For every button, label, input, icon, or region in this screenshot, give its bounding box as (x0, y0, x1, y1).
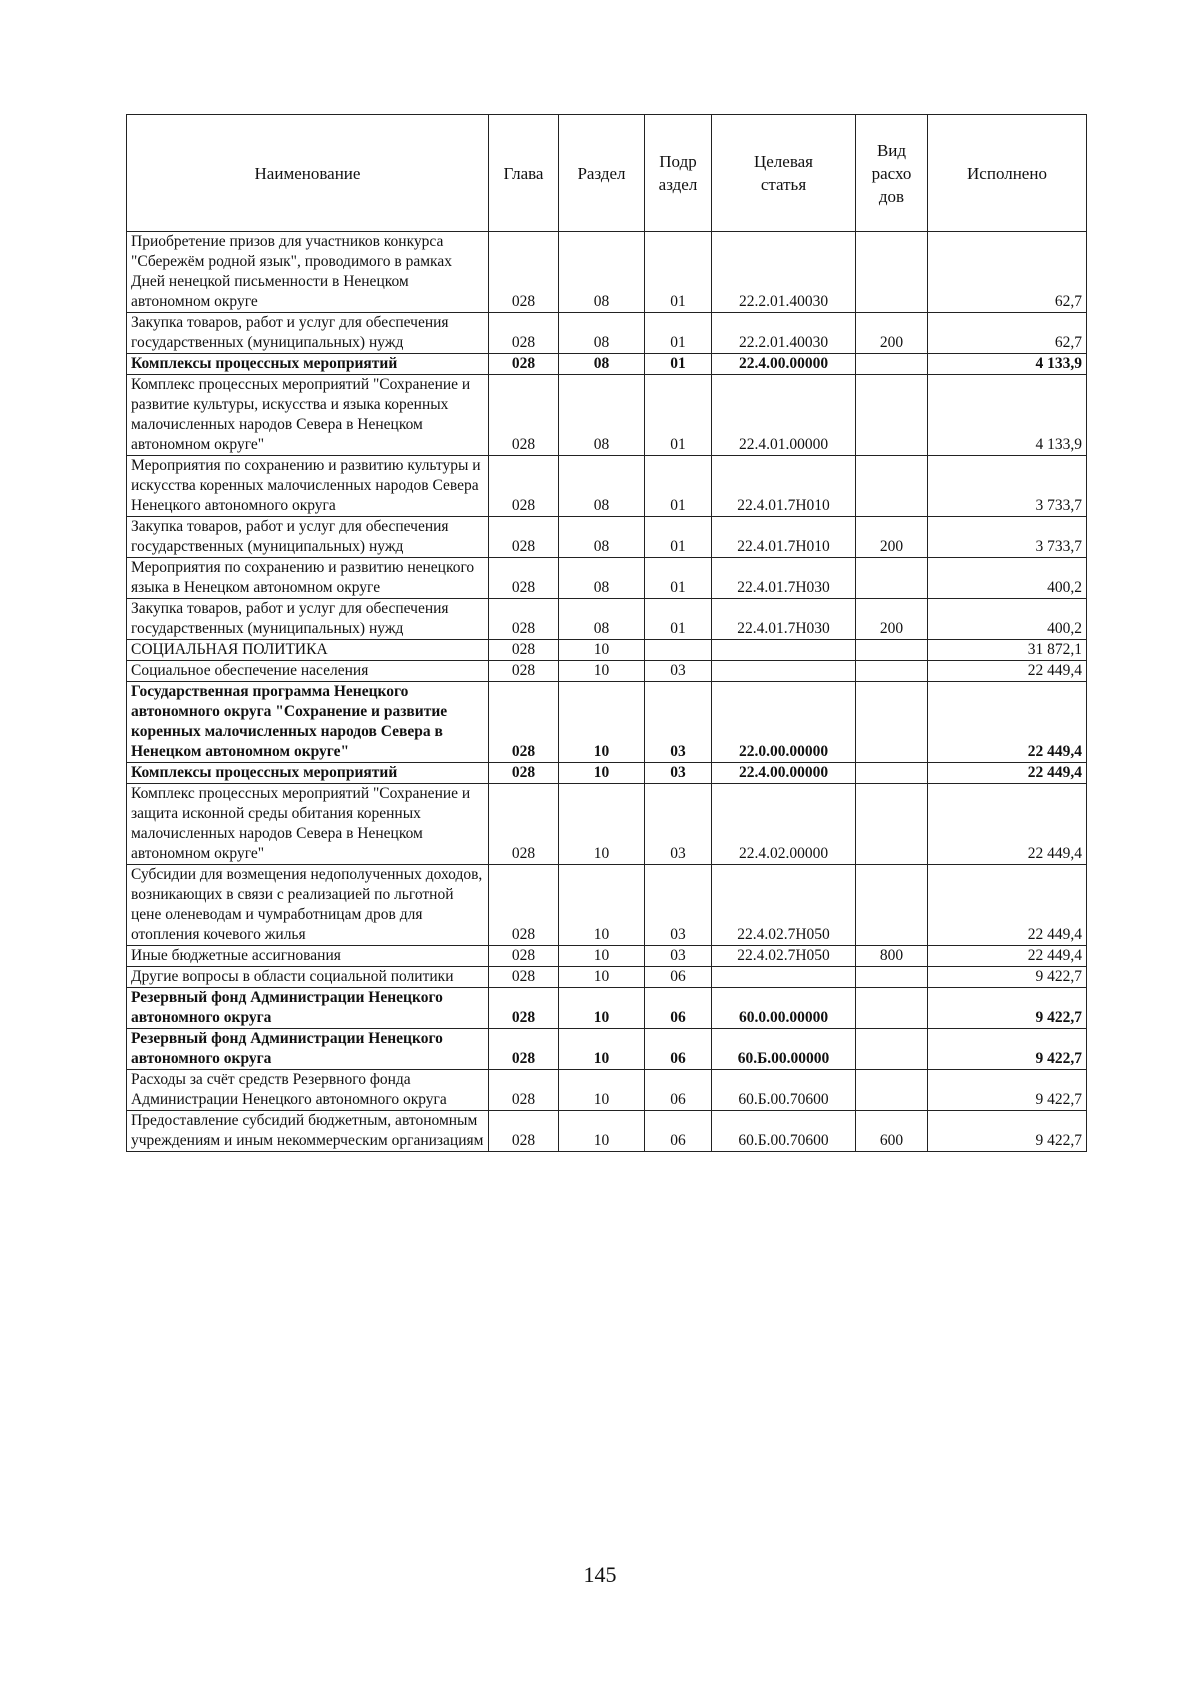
cell-section: 10 (559, 784, 645, 865)
budget-table (126, 114, 1087, 1152)
table-row (127, 1070, 1087, 1111)
cell-section: 10 (559, 988, 645, 1029)
cell-target: 22.2.01.40030 (712, 232, 856, 313)
cell-expense-type: 200 (856, 517, 928, 558)
cell-target: 22.4.01.00000 (712, 375, 856, 456)
cell-name: Комплекс процессных мероприятий "Сохранение и развитие культуры, искусства и языка коренных малочисленных народов Севера в Ненецком автономном округе" (127, 375, 489, 456)
cell-executed: 9 422,7 (928, 1070, 1087, 1111)
page-number: 145 (583, 1562, 617, 1587)
table-row (127, 865, 1087, 946)
cell-expense-type (856, 375, 928, 456)
cell-name: Закупка товаров, работ и услуг для обеспечения государственных (муниципальных) нужд (127, 517, 489, 558)
cell-chapter: 028 (489, 640, 559, 661)
table-row (127, 946, 1087, 967)
header-target: Целевая статья (712, 115, 856, 232)
cell-expense-type (856, 558, 928, 599)
cell-subsection: 01 (645, 313, 712, 354)
cell-chapter: 028 (489, 946, 559, 967)
cell-target: 22.4.02.7Н050 (712, 865, 856, 946)
cell-name: Субсидии для возмещения недополученных доходов, возникающих в связи с реализацией по льготной цене оленеводам и чумработницам дров для отопления кочевого жилья (127, 865, 489, 946)
cell-chapter: 028 (489, 1111, 559, 1152)
cell-section: 10 (559, 946, 645, 967)
cell-expense-type: 600 (856, 1111, 928, 1152)
cell-expense-type (856, 763, 928, 784)
cell-section: 08 (559, 456, 645, 517)
cell-name: Закупка товаров, работ и услуг для обеспечения государственных (муниципальных) нужд (127, 599, 489, 640)
cell-target: 22.4.01.7Н010 (712, 456, 856, 517)
table-row (127, 558, 1087, 599)
cell-name: Социальное обеспечение населения (127, 661, 489, 682)
cell-expense-type (856, 865, 928, 946)
cell-executed: 22 449,4 (928, 865, 1087, 946)
cell-subsection: 03 (645, 946, 712, 967)
cell-target: 22.4.00.00000 (712, 354, 856, 375)
cell-chapter: 028 (489, 599, 559, 640)
cell-executed: 3 733,7 (928, 456, 1087, 517)
cell-section: 10 (559, 967, 645, 988)
cell-chapter: 028 (489, 354, 559, 375)
cell-target: 60.0.00.00000 (712, 988, 856, 1029)
cell-chapter: 028 (489, 661, 559, 682)
header-executed: Исполнено (928, 115, 1087, 232)
cell-expense-type: 200 (856, 599, 928, 640)
cell-chapter: 028 (489, 1029, 559, 1070)
cell-subsection: 06 (645, 1111, 712, 1152)
cell-executed: 22 449,4 (928, 946, 1087, 967)
table-row (127, 784, 1087, 865)
cell-subsection: 06 (645, 967, 712, 988)
cell-section: 08 (559, 558, 645, 599)
cell-executed: 22 449,4 (928, 763, 1087, 784)
cell-section: 10 (559, 661, 645, 682)
cell-expense-type (856, 988, 928, 1029)
cell-name: Закупка товаров, работ и услуг для обеспечения государственных (муниципальных) нужд (127, 313, 489, 354)
cell-target: 22.4.02.7Н050 (712, 946, 856, 967)
cell-subsection: 03 (645, 763, 712, 784)
cell-target: 22.4.01.7Н030 (712, 599, 856, 640)
cell-expense-type (856, 967, 928, 988)
table-row (127, 661, 1087, 682)
cell-expense-type (856, 682, 928, 763)
cell-executed: 9 422,7 (928, 1111, 1087, 1152)
cell-expense-type (856, 784, 928, 865)
cell-chapter: 028 (489, 517, 559, 558)
cell-subsection: 03 (645, 784, 712, 865)
cell-subsection: 01 (645, 517, 712, 558)
cell-section: 08 (559, 375, 645, 456)
cell-name: Резервный фонд Администрации Ненецкого автономного округа (127, 1029, 489, 1070)
cell-subsection: 01 (645, 558, 712, 599)
cell-chapter: 028 (489, 763, 559, 784)
cell-target (712, 640, 856, 661)
cell-section: 10 (559, 682, 645, 763)
cell-name: СОЦИАЛЬНАЯ ПОЛИТИКА (127, 640, 489, 661)
cell-subsection: 01 (645, 354, 712, 375)
header-name: Наименование (127, 115, 489, 232)
cell-executed: 9 422,7 (928, 988, 1087, 1029)
cell-target: 60.Б.00.70600 (712, 1111, 856, 1152)
cell-name: Резервный фонд Администрации Ненецкого автономного округа (127, 988, 489, 1029)
header-expense-type: Вид расхо дов (856, 115, 928, 232)
cell-subsection: 06 (645, 1029, 712, 1070)
cell-name: Иные бюджетные ассигнования (127, 946, 489, 967)
cell-name: Предоставление субсидий бюджетным, автономным учреждениям и иным некоммерческим организациям (127, 1111, 489, 1152)
cell-expense-type (856, 661, 928, 682)
table-body (127, 232, 1087, 1152)
cell-expense-type (856, 1070, 928, 1111)
cell-executed: 400,2 (928, 558, 1087, 599)
cell-chapter: 028 (489, 232, 559, 313)
cell-executed: 62,7 (928, 313, 1087, 354)
table-row (127, 640, 1087, 661)
cell-expense-type: 800 (856, 946, 928, 967)
cell-target: 22.4.02.00000 (712, 784, 856, 865)
cell-chapter: 028 (489, 682, 559, 763)
cell-expense-type (856, 640, 928, 661)
table-row (127, 763, 1087, 784)
table-row (127, 1029, 1087, 1070)
cell-section: 10 (559, 865, 645, 946)
cell-executed: 4 133,9 (928, 375, 1087, 456)
cell-name: Мероприятия по сохранению и развитию культуры и искусства коренных малочисленных народов Севера Ненецкого автономного округа (127, 456, 489, 517)
cell-target: 60.Б.00.00000 (712, 1029, 856, 1070)
cell-chapter: 028 (489, 558, 559, 599)
cell-executed: 400,2 (928, 599, 1087, 640)
cell-target: 22.4.00.00000 (712, 763, 856, 784)
cell-target: 22.0.00.00000 (712, 682, 856, 763)
cell-subsection: 01 (645, 599, 712, 640)
cell-subsection: 01 (645, 456, 712, 517)
cell-section: 08 (559, 517, 645, 558)
cell-target: 22.2.01.40030 (712, 313, 856, 354)
cell-section: 08 (559, 599, 645, 640)
cell-executed: 22 449,4 (928, 661, 1087, 682)
cell-executed: 22 449,4 (928, 682, 1087, 763)
cell-subsection: 01 (645, 375, 712, 456)
table-row (127, 682, 1087, 763)
cell-name: Расходы за счёт средств Резервного фонда Администрации Ненецкого автономного округа (127, 1070, 489, 1111)
cell-chapter: 028 (489, 865, 559, 946)
cell-name: Другие вопросы в области социальной политики (127, 967, 489, 988)
cell-section: 10 (559, 640, 645, 661)
cell-subsection: 01 (645, 232, 712, 313)
table-row (127, 517, 1087, 558)
cell-executed: 3 733,7 (928, 517, 1087, 558)
cell-target: 22.4.01.7Н030 (712, 558, 856, 599)
cell-chapter: 028 (489, 784, 559, 865)
table-row (127, 375, 1087, 456)
cell-name: Мероприятия по сохранению и развитию ненецкого языка в Ненецком автономном округе (127, 558, 489, 599)
cell-subsection: 06 (645, 1070, 712, 1111)
cell-chapter: 028 (489, 988, 559, 1029)
cell-section: 08 (559, 232, 645, 313)
cell-name: Комплексы процессных мероприятий (127, 763, 489, 784)
cell-chapter: 028 (489, 375, 559, 456)
table-row (127, 456, 1087, 517)
cell-chapter: 028 (489, 1070, 559, 1111)
cell-executed: 62,7 (928, 232, 1087, 313)
table-row (127, 988, 1087, 1029)
cell-chapter: 028 (489, 967, 559, 988)
cell-section: 10 (559, 1070, 645, 1111)
cell-executed: 31 872,1 (928, 640, 1087, 661)
header-section: Раздел (559, 115, 645, 232)
cell-name: Приобретение призов для участников конкурса "Сбережём родной язык", проводимого в рамках Дней ненецкой письменности в Ненецком автономном округе (127, 232, 489, 313)
cell-subsection (645, 640, 712, 661)
table-row (127, 967, 1087, 988)
cell-expense-type: 200 (856, 313, 928, 354)
cell-executed: 9 422,7 (928, 1029, 1087, 1070)
cell-expense-type (856, 354, 928, 375)
header-subsection: Подр аздел (645, 115, 712, 232)
cell-executed: 9 422,7 (928, 967, 1087, 988)
table-header-row (127, 115, 1087, 232)
cell-target (712, 661, 856, 682)
table-row (127, 1111, 1087, 1152)
cell-expense-type (856, 232, 928, 313)
cell-target: 60.Б.00.70600 (712, 1070, 856, 1111)
cell-expense-type (856, 1029, 928, 1070)
cell-section: 08 (559, 354, 645, 375)
cell-executed: 22 449,4 (928, 784, 1087, 865)
table-row (127, 313, 1087, 354)
table-row (127, 599, 1087, 640)
cell-subsection: 06 (645, 988, 712, 1029)
cell-subsection: 03 (645, 682, 712, 763)
cell-subsection: 03 (645, 661, 712, 682)
cell-subsection: 03 (645, 865, 712, 946)
cell-section: 08 (559, 313, 645, 354)
cell-chapter: 028 (489, 456, 559, 517)
cell-chapter: 028 (489, 313, 559, 354)
cell-section: 10 (559, 1029, 645, 1070)
header-chapter: Глава (489, 115, 559, 232)
cell-section: 10 (559, 763, 645, 784)
table-row (127, 232, 1087, 313)
cell-executed: 4 133,9 (928, 354, 1087, 375)
cell-target (712, 967, 856, 988)
cell-name: Комплекс процессных мероприятий "Сохранение и защита исконной среды обитания коренных малочисленных народов Севера в Ненецком автономном округе" (127, 784, 489, 865)
cell-name: Комплексы процессных мероприятий (127, 354, 489, 375)
cell-name: Государственная программа Ненецкого автономного округа "Сохранение и развитие коренных малочисленных народов Севера в Ненецком автономном округе" (127, 682, 489, 763)
table-row (127, 354, 1087, 375)
cell-target: 22.4.01.7Н010 (712, 517, 856, 558)
cell-expense-type (856, 456, 928, 517)
cell-section: 10 (559, 1111, 645, 1152)
